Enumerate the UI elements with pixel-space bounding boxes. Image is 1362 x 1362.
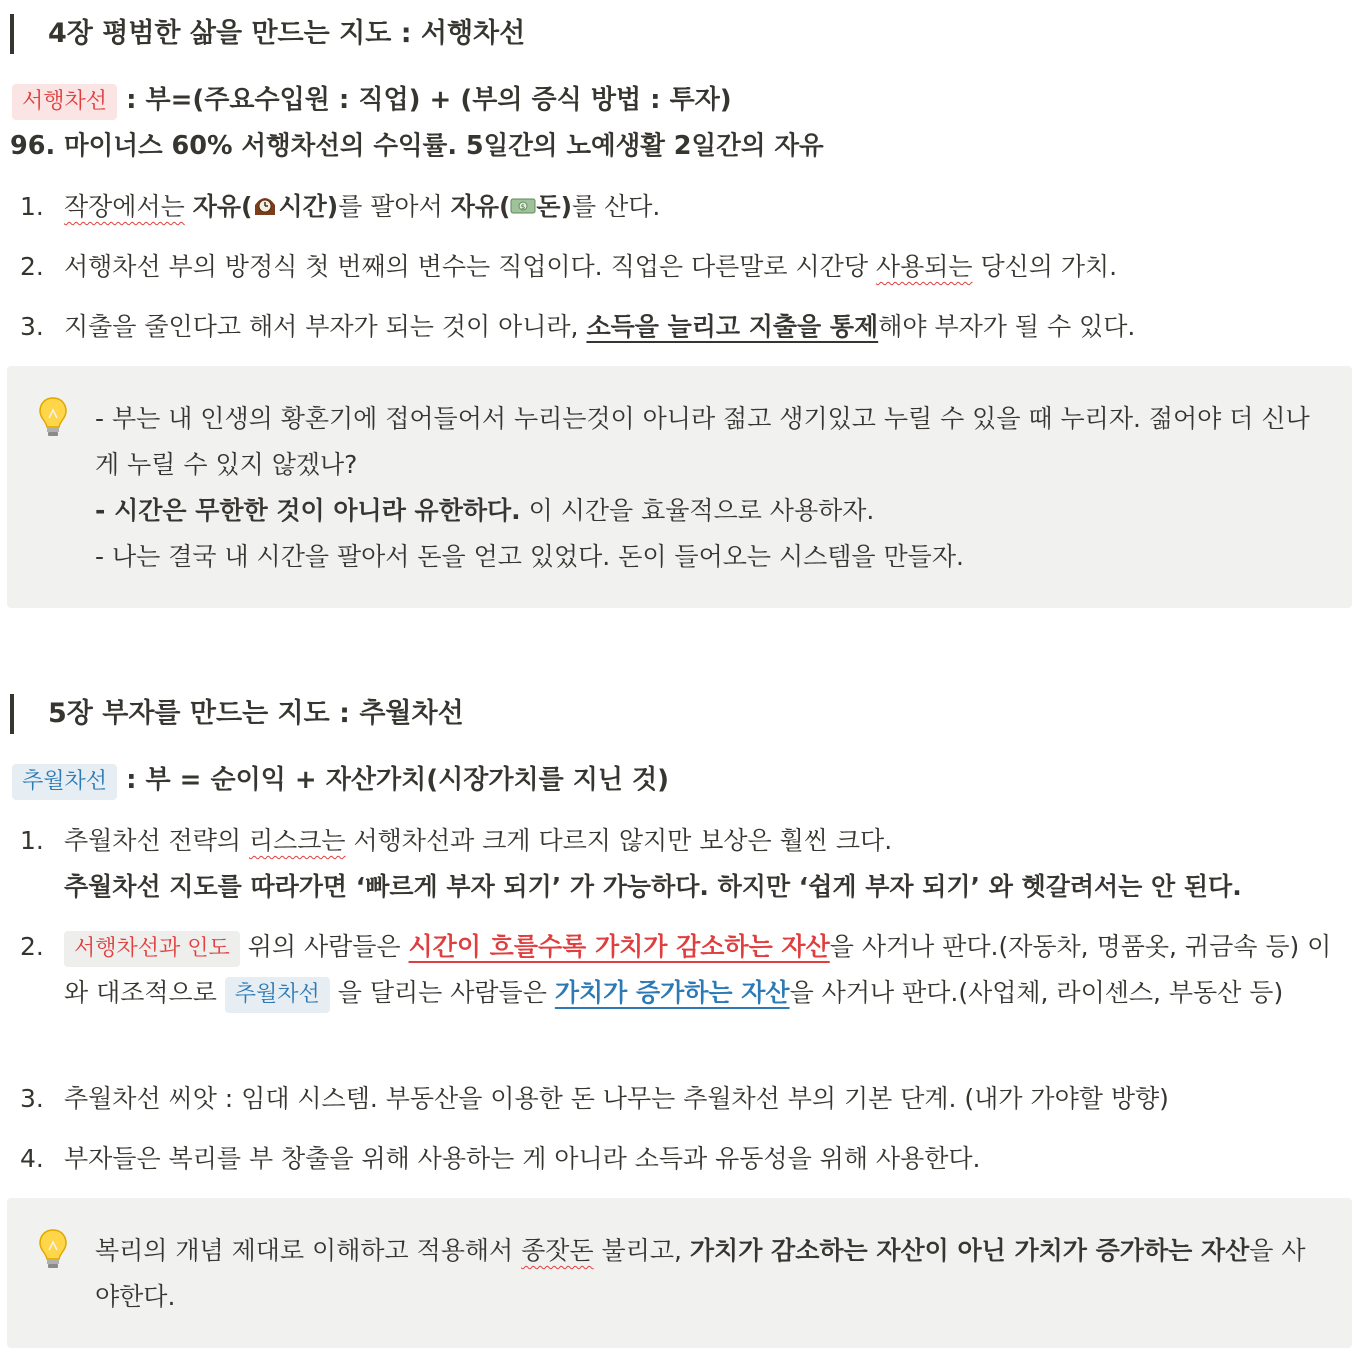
list-item: 3. 지출을 줄인다고 해서 부자가 되는 것이 아니라, 소득을 늘리고 지출을 통제해야 부자가 될 수 있다. <box>20 312 1136 341</box>
callout-line: - 부는 내 인생의 황혼기에 접어들어서 누리는것이 아니라 젊고 생기있고 누릴 수 있을 때 누리자. 젊어야 더 신나게 누릴 수 있지 않겠나? <box>95 404 1310 479</box>
spellcheck-word[interactable]: 작장에서는 <box>64 192 185 221</box>
mantel-clock-icon <box>252 186 278 208</box>
tag-fast-lane[interactable]: 추월차선 <box>225 977 330 1013</box>
tag-slow-lane-sidewalk[interactable]: 서행차선과 인도 <box>64 931 240 967</box>
list-item: 2. 서행차선 부의 방정식 첫 번째의 변수는 직업이다. 직업은 다른말로 시간당 사용되는 당신의 가치. <box>20 252 1118 281</box>
subtitle-line: 96. 마이너스 60% 서행차선의 수익률. 5일간의 노예생활 2일간의 자유 <box>10 131 824 161</box>
appreciating-assets-emphasis: 가치가 증가하는 자산 <box>554 978 790 1007</box>
section-heading-slow-lane: 4장 평범한 삶을 만드는 지도 : 서행차선 <box>10 14 1362 54</box>
callout-box <box>7 366 1352 608</box>
spellcheck-word[interactable]: 리스크는 <box>248 826 346 855</box>
lightbulb-icon <box>37 1228 69 1272</box>
callout-line: - 시간은 무한한 것이 아니라 유한하다. 이 시간을 효율적으로 사용하자. <box>95 496 875 525</box>
formula-text: : 부=(주요수입원 : 직업) + (부의 증식 방법 : 투자) <box>117 85 732 115</box>
underlined-emphasis: 소득을 늘리고 지출을 통제 <box>586 312 879 341</box>
dollar-banknote-icon <box>510 186 536 211</box>
spellcheck-word[interactable]: 사용되는 <box>875 252 973 281</box>
svg-text:$: $ <box>521 203 526 211</box>
tag-fast-lane[interactable]: 추월차선 <box>12 764 117 800</box>
callout-line: - 나는 결국 내 시간을 팔아서 돈을 얻고 있었다. 돈이 들어오는 시스템을 만들자. <box>95 542 964 571</box>
list-item: 1. 작장에서는 자유( 시간)를 팔아서 자유( $ 돈)를 산다. <box>20 184 1345 230</box>
lightbulb-icon <box>37 396 69 440</box>
list-item: 2. 서행차선과 인도 위의 사람들은 시간이 흐를수록 가치가 감소하는 자산을 사거나 판다.(자동차, 명품옷, 귀금속 등) 이와 대조적으로 추월차선 을 달리는 사람들은 가치가 증가하는 자산을 사거나 판다.(사업체, 라이센스, 부동산 등) <box>20 924 1345 1062</box>
tag-slow-lane[interactable]: 서행차선 <box>12 84 117 120</box>
list-item: 4. 부자들은 복리를 부 창출을 위해 사용하는 게 아니라 소득과 유동성을 위해 사용한다. <box>20 1144 981 1173</box>
formula-line-slow-lane <box>12 80 1362 120</box>
formula-line-fast-lane <box>12 760 1362 800</box>
depreciating-assets-emphasis: 시간이 흐를수록 가치가 감소하는 자산 <box>408 932 830 961</box>
formula-text: : 부 = 순이익 + 자산가치(시장가치를 지닌 것) <box>117 765 670 795</box>
list-item: 3. 추월차선 씨앗 : 임대 시스템. 부동산을 이용한 돈 나무는 추월차선 부의 기본 단계. (내가 가야할 방향) <box>20 1084 1169 1113</box>
spellcheck-word[interactable]: 종잣돈 <box>521 1236 594 1265</box>
section-heading-fast-lane: 5장 부자를 만드는 지도 : 추월차선 <box>10 694 1362 734</box>
callout-box: 복리의 개념 제대로 이해하고 적용해서 종잣돈 불리고, 가치가 감소하는 자산이 아닌 가치가 증가하는 자산을 사야한다. <box>7 1198 1352 1348</box>
list-item: 1. 추월차선 전략의 리스크는 서행차선과 크게 다르지 않지만 보상은 훨씬 크다. 추월차선 지도를 따라가면 ‘빠르게 부자 되기’ 가 가능하다. 하지만 ‘쉽게 부자 되기’ 와 헷갈려서는 안 된다. <box>20 826 1242 901</box>
